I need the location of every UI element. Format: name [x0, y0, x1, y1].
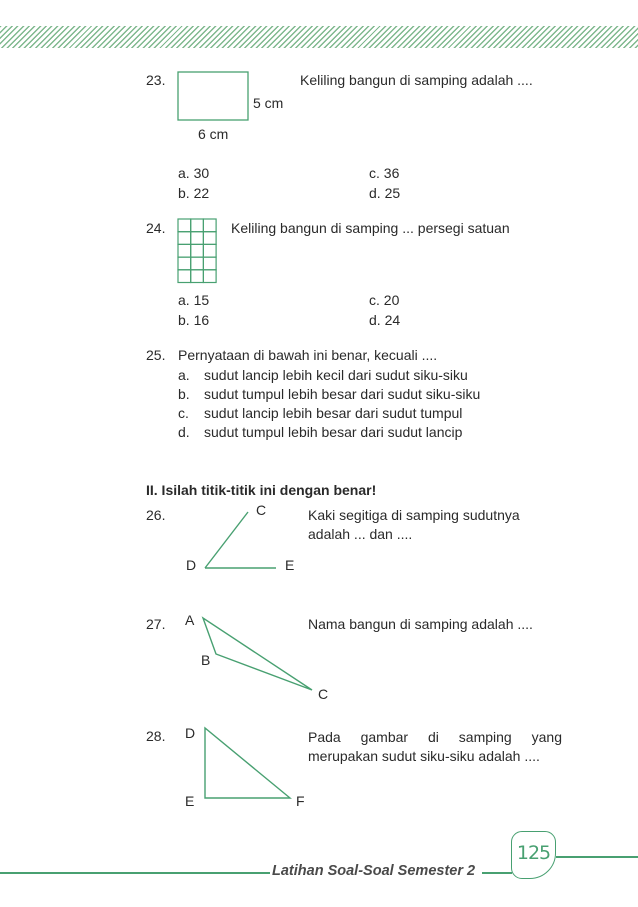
vertex-label-b: B [201, 652, 211, 668]
option-letter-d: d. [178, 424, 190, 440]
vertex-label-c: C [318, 686, 329, 702]
question-text-line1: Kaki segitiga di samping sudutnya [308, 507, 520, 523]
footer-title: Latihan Soal-Soal Semester 2 [272, 863, 476, 879]
section-heading: II. Isilah titik-titik ini dengan benar! [146, 482, 377, 498]
option-text-d: sudut tumpul lebih besar dari sudut lancip [204, 424, 463, 440]
option-text-b: sudut tumpul lebih besar dari sudut siku-siku [204, 386, 481, 402]
question-text: Keliling bangun di samping ... persegi satuan [231, 220, 510, 236]
question-number: 24. [146, 220, 166, 236]
vertex-label-d: D [185, 725, 196, 741]
vertex-label-d: D [186, 557, 197, 573]
option-a: a. 15 [178, 292, 210, 308]
option-a: a. 30 [178, 165, 210, 181]
question-text: Pernyataan di bawah ini benar, kecuali .... [178, 347, 438, 363]
page-number: 125 [511, 831, 556, 879]
question-number: 27. [146, 616, 166, 632]
option-d: d. 25 [369, 185, 401, 201]
option-text-c: sudut lancip lebih besar dari sudut tumpul [204, 405, 463, 421]
question-text: Nama bangun di samping adalah .... [308, 616, 533, 632]
question-number: 25. [146, 347, 166, 363]
height-label: 5 cm [253, 95, 284, 111]
width-label: 6 cm [198, 126, 229, 142]
option-c: c. 36 [369, 165, 400, 181]
option-letter-b: b. [178, 386, 190, 402]
option-letter-c: c. [178, 405, 189, 421]
option-d: d. 24 [369, 312, 401, 328]
option-b: b. 22 [178, 185, 210, 201]
footer-rule-left [0, 872, 270, 874]
question-text: Keliling bangun di samping adalah .... [300, 72, 533, 88]
option-text-a: sudut lancip lebih kecil dari sudut siku-siku [204, 367, 468, 383]
question-text: Pada gambar di samping yang merupakan sudut siku-siku adalah .... [308, 729, 562, 764]
question-number: 26. [146, 507, 166, 523]
question-text-line2: adalah ... dan .... [308, 526, 413, 542]
footer-rule-mid [482, 872, 512, 874]
option-letter-a: a. [178, 367, 190, 383]
option-b: b. 16 [178, 312, 210, 328]
vertex-label-c: C [256, 502, 267, 518]
vertex-label-e: E [185, 793, 195, 809]
vertex-label-e: E [285, 557, 295, 573]
question-number: 28. [146, 728, 166, 744]
option-c: c. 20 [369, 292, 400, 308]
footer-rule-right [556, 856, 638, 858]
vertex-label-a: A [185, 612, 195, 628]
triangle-def [205, 728, 290, 798]
question-number: 23. [146, 72, 166, 88]
vertex-label-f: F [296, 793, 305, 809]
